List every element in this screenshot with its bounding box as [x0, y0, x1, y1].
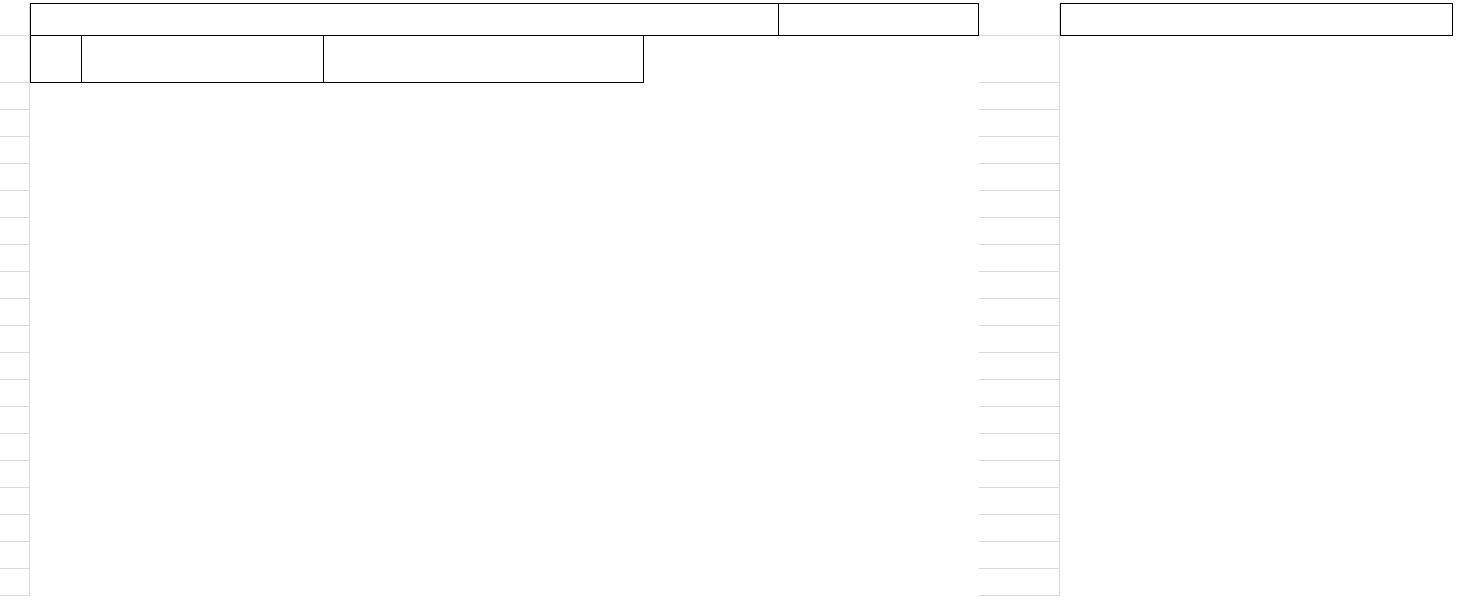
- row-header-cell: [0, 272, 30, 299]
- row-header-cell: [0, 83, 30, 110]
- row-header-cell: [0, 191, 30, 218]
- gap-cell: [979, 245, 1060, 272]
- gap-cell: [979, 380, 1060, 407]
- gap-cell: [979, 191, 1060, 218]
- gap-cell: [979, 434, 1060, 461]
- row-header-cell: [0, 569, 30, 596]
- row-header-cell: [0, 3, 30, 36]
- gap-cell: [979, 272, 1060, 299]
- gap-cell: [979, 461, 1060, 488]
- row-header-cell: [0, 353, 30, 380]
- sheet-title: [30, 3, 779, 36]
- header-naam: [324, 36, 644, 83]
- gap-cell: [979, 353, 1060, 380]
- gap-cell: [979, 164, 1060, 191]
- gap-cell: [979, 83, 1060, 110]
- row-header-cell: [0, 36, 30, 83]
- row-header-cell: [0, 434, 30, 461]
- header-team: [82, 36, 324, 83]
- row-header-cell: [0, 542, 30, 569]
- gap-cell: [979, 137, 1060, 164]
- gap-cell: [979, 407, 1060, 434]
- gap-cell: [979, 326, 1060, 353]
- gap-cell: [979, 36, 1060, 83]
- row-header-cell: [0, 326, 30, 353]
- gap-cell: [979, 3, 1060, 36]
- gap-cell: [979, 299, 1060, 326]
- row-header-cell: [0, 461, 30, 488]
- punten-title: [1060, 3, 1453, 36]
- gap-cell: [979, 515, 1060, 542]
- header-nr: [30, 36, 82, 83]
- gap-cell: [979, 569, 1060, 596]
- gap-cell: [979, 488, 1060, 515]
- row-header-cell: [0, 299, 30, 326]
- gap-cell: [979, 218, 1060, 245]
- row-header-cell: [0, 488, 30, 515]
- gap-cell: [979, 542, 1060, 569]
- row-header-cell: [0, 515, 30, 542]
- row-header-cell: [0, 164, 30, 191]
- row-header-cell: [0, 407, 30, 434]
- row-header-cell: [0, 110, 30, 137]
- row-header-cell: [0, 245, 30, 272]
- uitslag-title: [779, 3, 979, 36]
- gap-cell: [979, 110, 1060, 137]
- row-header-cell: [0, 380, 30, 407]
- row-header-cell: [0, 137, 30, 164]
- row-header-cell: [0, 218, 30, 245]
